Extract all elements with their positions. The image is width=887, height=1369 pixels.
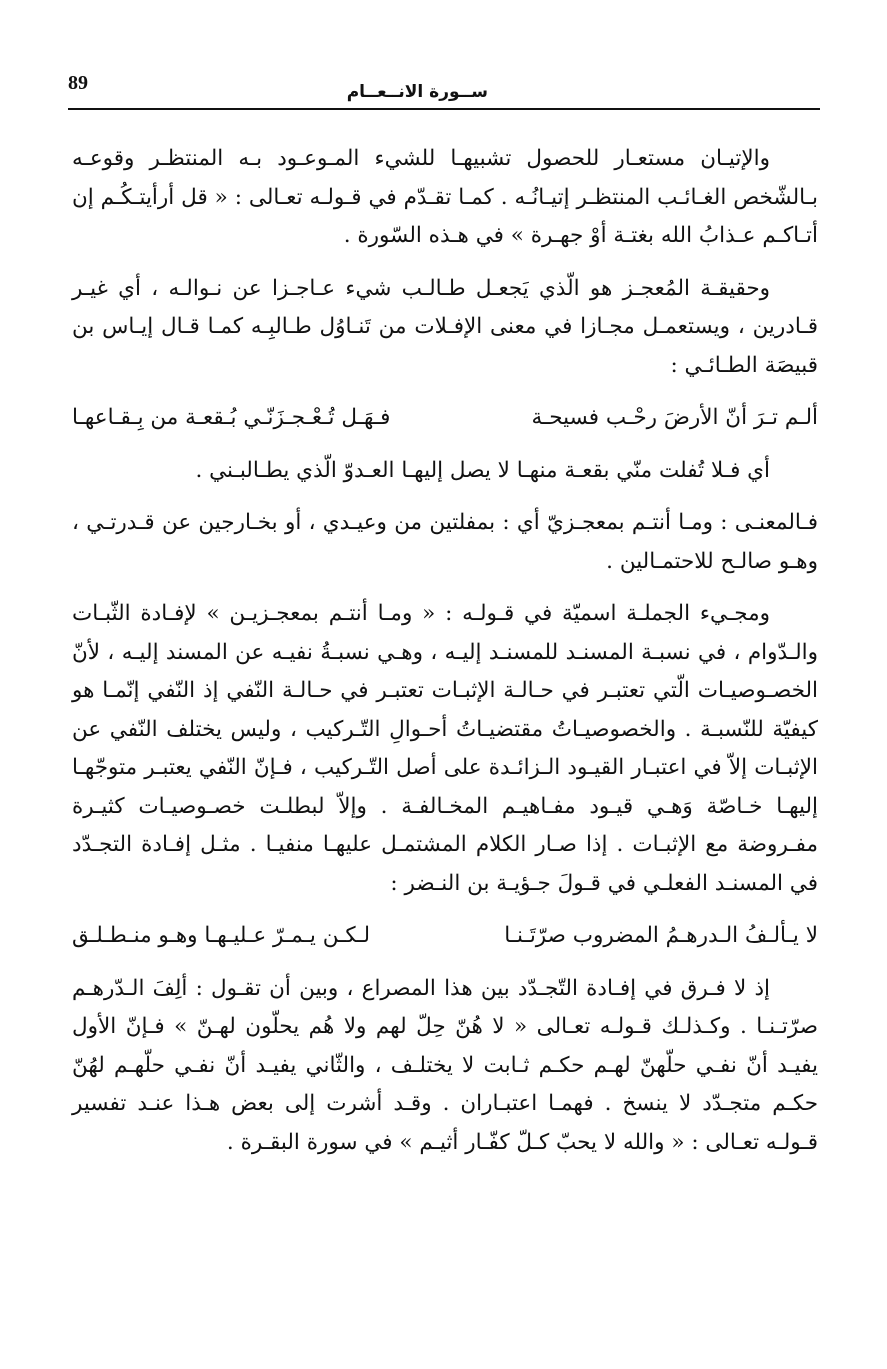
verse-second-hemistich: فـهَـل تُـعْـجـزَنّـي بُـقعـة من بِـقـاعهـا — [72, 405, 391, 430]
paragraph: والإتيـان مستعـار للحصول تشبيهـا للشيء المـوعـود بـه المنتظـر وقوعـه بـالشّخص الغـائـب المنتظـر إتيـانُـه . كمـا تقـدّم في قـولـه تعـالى : « قل أرأيتـكُـم إن أتـاكـم عـذابُ الله بغتـة أوْ جهـرة » في هـذه السّورة . — [72, 146, 818, 248]
paragraph: ومجـيء الجملـة اسميّة في قـولـه : « ومـا أنتـم بمعجـزيـن » لإفـادة الثّبـات والـدّوام ، في نسبـة المسنـد للمسنـد إليـه ، وهـي نسبـةُ نفيـه عن المسند إليـه ، لأنّ الخصـوصيـات الّتي تعتبـر في حـالـة الإثبـات تعتبـر في حـالـة النّفي إذ النّفي إنّمـا هو كيفيّة للنّسبـة . والخصوصيـاتُ مقتضيـاتُ أحـوالِ التّـركيب ، وليس يختلف النّفي عن الإثبـات إلاّ في اعتبـار القيـود الـزائـدة على أصل التّـركيب ، فـإنّ النّفي يعتبـر متوجّهـا إليهـا خـاصّة وَهـي قيـود مفـاهيـم المخـالفـة . وإلاّ لبطلـت خصـوصيـات كثيـرة مفـروضة مع الإثبـات . إذا صـار الكلام المشتمـل عليهـا منفيـا . مثـل إفـادة التجـدّد في المسنـد الفعلـي في قـولَ جـؤيـة بن النـضر : — [72, 601, 818, 896]
page-body — [72, 140, 818, 1176]
verse-first-hemistich: لا يـألـفُ الـدرهـمُ المضروب صرّتَـنـا — [504, 923, 818, 948]
paragraph: فـالمعنـى : ومـا أنتـم بمعجـزيّ أي : بمفلتين من وعيـدي ، أو بخـارجين عن قـدرتـي ، وهـو صالـح للاحتمـالين . — [72, 510, 818, 574]
verse-second-hemistich: لـكـن يـمـرّ عـليـهـا وهـو منـطـلـق — [72, 923, 371, 948]
page-number: 89 — [68, 72, 88, 94]
poem-verse — [72, 917, 818, 956]
paragraph: إذ لا فـرق في إفـادة التّجـدّد بين هذا المصراع ، وبين أن تقـول : ألِفَ الـدّرهـم صرّتـنـا . وكـذلـك قـولـه تعـالى « لا هُنّ حِلّ لهم ولا هُم يحلّون لهـنّ » فـإنّ الأول يفيـد أنّ نفـي حلّهنّ لهـم حكـم ثـابت لا يختلـف ، والثّاني يفيـد أنّ نفـي حلّهـم لهُنّ حكـم متجـدّد لا ينسخ . فهمـا اعتبـاران . وقـد أشرت إلى بعض هـذا عنـد تفسير قـولـه تعـالى : « والله لا يحبّ كـلّ كفّـار أثيـم » في سورة البقـرة . — [72, 975, 818, 1155]
running-title: ســورة الانــعــام — [346, 82, 488, 102]
verse-first-hemistich: ألـم تـرَ أنّ الأرضَ رحْـب فسيحـة — [531, 405, 818, 430]
poem-verse — [72, 399, 818, 438]
paragraph: وحقيقـة المُعجـز هو الّذي يَجعـل طـالـب شيء عـاجـزا عن نـوالـه ، أي غيـر قـادرين ، ويستعمـل مجـازا في معنى الإفـلات من تَنـاوُل طـالبِـه كمـا قـال إيـاس بن قبيصَة الطـائـي : — [72, 275, 818, 378]
page-header — [68, 72, 820, 110]
paragraph: أي فـلا تُفلت منّي بقعـة منهـا لا يصل إليهـا العـدوّ الّذي يطـالبـني . — [195, 457, 770, 483]
